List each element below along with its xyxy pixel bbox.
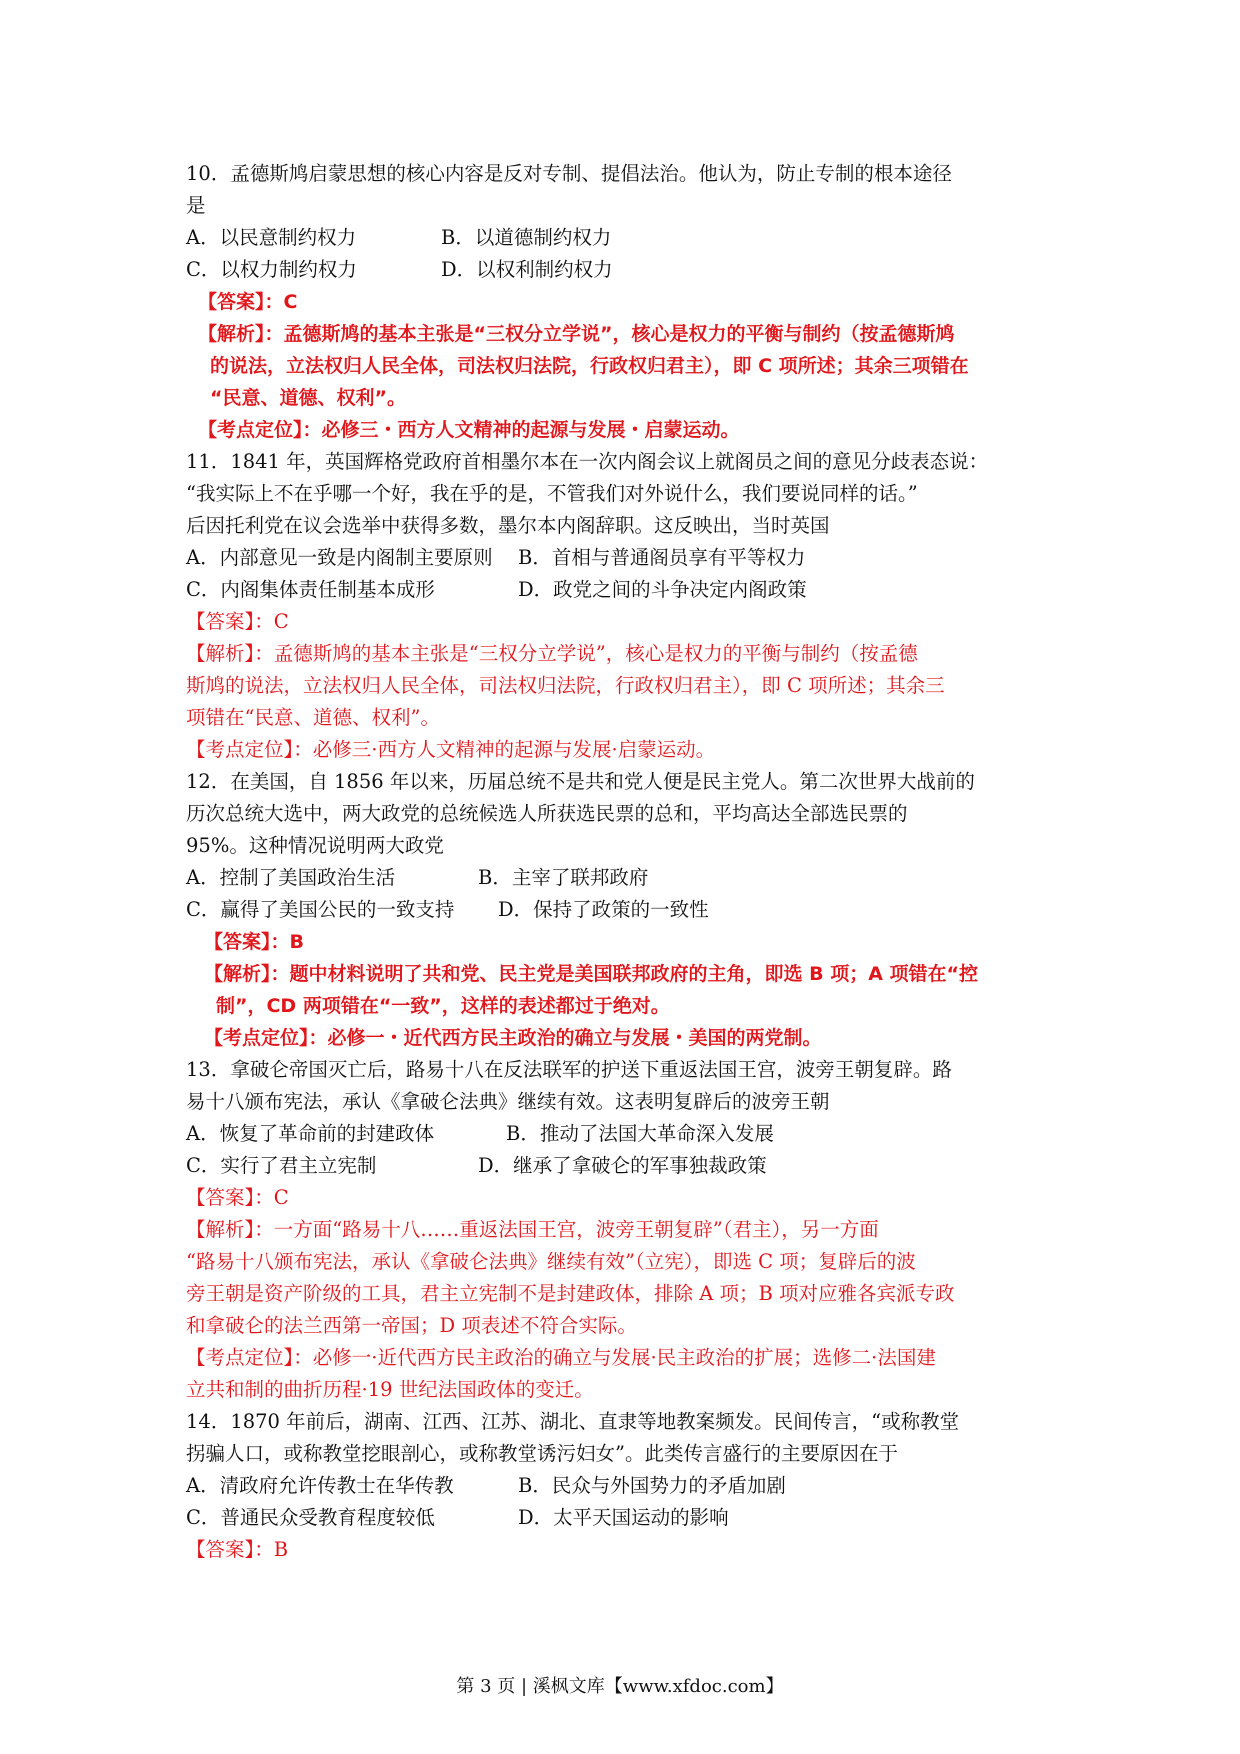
option-row [186,254,1066,286]
option-c: C．内阁集体责任制基本成形 [186,578,435,601]
analysis-line: 的说法，立法权归人民全体，司法权归法院，行政权归君主），即 C 项所述；其余三项错在 [210,355,969,377]
question-14 [186,1406,1066,1566]
answer: 【答案】：C [186,1186,289,1209]
question-12 [186,766,1066,1054]
option-row [186,542,1066,574]
answer: 【答案】：C [186,610,289,633]
analysis-line: 项错在“民意、道德、权利”。 [186,706,440,729]
option-row [186,1150,1066,1182]
option-c: C．以权力制约权力 [186,258,357,281]
exam-point: 【考点定位】：必修三·西方人文精神的起源与发展·启蒙运动。 [186,738,716,761]
option-b: B．推动了法国大革命深入发展 [506,1122,774,1145]
question-stem-line: 95%。这种情况说明两大政党 [186,834,444,857]
question-13 [186,1054,1066,1406]
option-a: A．清政府允许传教士在华传教 [186,1474,454,1497]
option-d: D．以权利制约权力 [441,258,613,281]
option-row [186,862,1066,894]
question-11 [186,446,1066,766]
analysis-line: 斯鸠的说法，立法权归人民全体，司法权归法院，行政权归君主），即 C 项所述；其余三 [186,674,945,697]
analysis-line: 制”，CD 两项错在“一致”，这样的表述都过于绝对。 [216,995,670,1017]
answer: 【答案】：C [198,291,298,313]
option-d: D．政党之间的斗争决定内阁政策 [518,578,807,601]
analysis-line: 旁王朝是资产阶级的工具，君主立宪制不是封建政体，排除 A 项；B 项对应雅各宾派专政 [186,1282,955,1305]
option-b: B．民众与外国势力的矛盾加剧 [518,1474,786,1497]
analysis-line: 和拿破仑的法兰西第一帝国；D 项表述不符合实际。 [186,1314,637,1337]
question-stem-line: 是 [186,194,206,217]
question-stem-line: 13．拿破仑帝国灭亡后，路易十八在反法联军的护送下重返法国王宫，波旁王朝复辟。路 [186,1058,952,1081]
option-b: B．首相与普通阁员享有平等权力 [518,546,806,569]
option-row [186,1470,1066,1502]
page-footer: 第 3 页 | 溪枫文库【www.xfdoc.com】 [456,1676,784,1697]
option-d: D．继承了拿破仑的军事独裁政策 [478,1154,767,1177]
question-stem-line: 10．孟德斯鸠启蒙思想的核心内容是反对专制、提倡法治。他认为，防止专制的根本途径 [186,162,952,185]
option-c: C．实行了君主立宪制 [186,1154,377,1177]
option-a: A．以民意制约权力 [186,226,357,249]
analysis-line: 【解析】：一方面“路易十八……重返法国王宫，波旁王朝复辟”（君主），另一方面 [186,1218,879,1241]
analysis-line: “民意、道德、权利”。 [210,387,406,409]
analysis-line: 【解析】：孟德斯鸠的基本主张是“三权分立学说”，核心是权力的平衡与制约（按孟德斯鸠 [198,323,955,345]
question-stem-line: “我实际上不在乎哪一个好，我在乎的是，不管我们对外说什么，我们要说同样的话。” [186,482,918,505]
document-body [186,158,1066,1566]
exam-point: 【考点定位】：必修三・西方人文精神的起源与发展・启蒙运动。 [198,419,740,441]
option-b: B．以道德制约权力 [441,226,612,249]
exam-point: 立共和制的曲折历程·19 世纪法国政体的变迁。 [186,1378,594,1401]
answer: 【答案】：B [204,931,304,953]
option-d: D．太平天国运动的影响 [518,1506,729,1529]
analysis-line: 【解析】：题中材料说明了共和党、民主党是美国联邦政府的主角，即选 B 项；A 项错在“控 [204,963,979,985]
option-b: B．主宰了联邦政府 [478,866,649,889]
option-a: A．控制了美国政治生活 [186,866,396,889]
question-stem-line: 易十八颁布宪法，承认《拿破仑法典》继续有效。这表明复辟后的波旁王朝 [186,1090,830,1113]
option-c: C．赢得了美国公民的一致支持 [186,898,455,921]
exam-point: 【考点定位】：必修一·近代西方民主政治的确立与发展·民主政治的扩展；选修二·法国建 [186,1346,936,1369]
question-stem-line: 11．1841 年，英国辉格党政府首相墨尔本在一次内阁会议上就阁员之间的意见分歧表态说： [186,450,989,473]
question-stem-line: 后因托利党在议会选举中获得多数，墨尔本内阁辞职。这反映出，当时英国 [186,514,830,537]
option-row [186,1118,1066,1150]
option-row [186,222,1066,254]
option-row [186,574,1066,606]
option-a: A．内部意见一致是内阁制主要原则 [186,546,493,569]
exam-point: 【考点定位】：必修一・近代西方民主政治的确立与发展・美国的两党制。 [204,1027,822,1049]
question-stem-line: 12．在美国，自 1856 年以来，历届总统不是共和党人便是民主党人。第二次世界大战前的 [186,770,975,793]
answer: 【答案】：B [186,1538,289,1561]
question-stem-line: 拐骗人口，或称教堂挖眼剖心，或称教堂诱污妇女”。此类传言盛行的主要原因在于 [186,1442,898,1465]
option-d: D．保持了政策的一致性 [498,898,709,921]
option-a: A．恢复了革命前的封建政体 [186,1122,435,1145]
analysis-line: 【解析】：孟德斯鸠的基本主张是“三权分立学说”，核心是权力的平衡与制约（按孟德 [186,642,918,665]
question-10 [186,158,1066,446]
option-row [186,1502,1066,1534]
analysis-line: “路易十八颁布宪法，承认《拿破仑法典》继续有效”（立宪），即选 C 项；复辟后的波 [186,1250,916,1273]
question-stem-line: 14．1870 年前后，湖南、江西、江苏、湖北、直隶等地教案频发。民间传言，“或称教堂 [186,1410,960,1433]
option-row [186,894,1066,926]
option-c: C．普通民众受教育程度较低 [186,1506,435,1529]
question-stem-line: 历次总统大选中，两大政党的总统候选人所获选民票的总和，平均高达全部选民票的 [186,802,908,825]
